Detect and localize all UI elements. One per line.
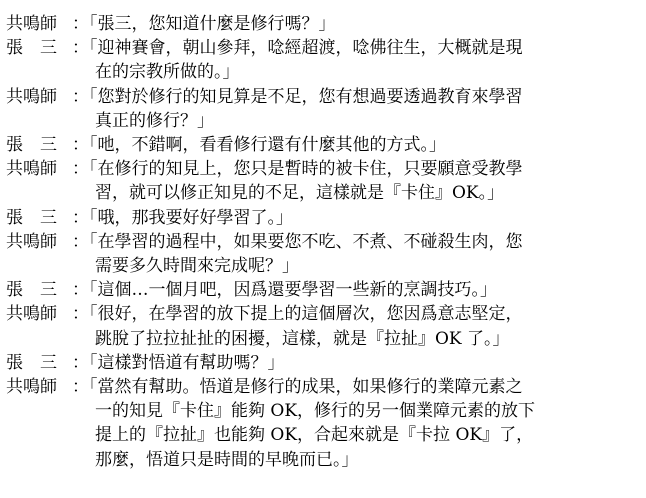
speaker-name: 張 三 [6,135,57,156]
speaker-name: 張 三 [6,207,57,228]
speech-block [72,302,640,350]
dialogue-entry [6,206,640,230]
speech-block [72,85,640,133]
speech-line: ：「張三，您知道什麼是修行嗎？」 [72,14,336,34]
speech-line: ：「這個…一個月吧，因爲還要學習一些新的烹調技巧。」 [72,280,497,301]
speech-line: 習，就可以修正知見的不足，這樣就是『卡住』OK。」 [95,183,505,204]
speaker-name: 共鳴師 [6,231,57,252]
speaker-name: 共鳴師 [6,304,57,325]
dialogue-entry [6,36,640,84]
dialogue-entry [6,157,640,205]
speaker-name: 張 三 [6,352,57,373]
speech-line: 一的知見『卡住』能夠 OK，修行的另一個業障元素的放下 [95,401,536,422]
speech-line: ：「在學習的過程中，如果要您不吃、不煮、不碰殺生肉，您 [72,231,523,252]
dialogue-entry [6,133,640,157]
speech-line: 那麼，悟道只是時間的早晚而已。」 [95,449,359,470]
speech-line: ：「在修行的知見上，您只是暫時的被卡住，只要願意受教學 [72,159,523,180]
speech-block [72,133,640,157]
speech-line: 真正的修行？」 [95,110,214,131]
speaker-name: 張 三 [6,280,57,301]
dialogue-entry [6,85,640,133]
speech-line: 提上的『拉扯』也能夠 OK，合起來就是『卡拉 OK』了， [95,425,534,446]
dialogue-entry [6,278,640,302]
speaker-name: 共鳴師 [6,86,57,107]
speech-block [72,351,640,375]
dialogue-entry [6,230,640,278]
speech-line: ：「當然有幫助。悟道是修行的成果，如果修行的業障元素之 [72,377,523,398]
speech-line: ：「吔，不錯啊，看看修行還有什麼其他的方式。」 [72,135,446,156]
speech-line: 在的宗教所做的。」 [95,62,240,83]
speech-line: ：「這樣對悟道有幫助嗎？」 [72,352,285,373]
speech-block [72,278,640,302]
speaker-name: 共鳴師 [6,159,57,180]
speech-block [72,12,640,36]
speaker-name: 張 三 [6,38,57,59]
speaker-name: 共鳴師 [6,14,57,34]
speech-line: ：「哦，那我要好好學習了。」 [72,207,293,228]
dialogue-entry [6,351,640,375]
dialogue-entry [6,12,640,36]
speaker-name: 共鳴師 [6,377,57,398]
speech-line: 需要多久時間來完成呢？」 [95,256,299,277]
speech-line: 跳脫了拉拉扯扯的困擾，這樣，就是『拉扯』OK 了。」 [95,328,510,349]
speech-block [72,157,640,205]
speech-block [72,375,640,472]
speech-line: ：「您對於修行的知見算是不足，您有想過要透過教育來學習 [72,86,523,107]
speech-line: ：「迎神賽會，朝山參拜，唸經超渡，唸佛往生，大概就是現 [72,38,523,59]
speech-line: ：「很好，在學習的放下提上的這個層次，您因爲意志堅定， [72,304,523,325]
dialogue-document [6,12,640,472]
speech-block [72,230,640,278]
dialogue-entry [6,302,640,350]
dialogue-entry [6,375,640,472]
speech-block [72,206,640,230]
speech-block [72,36,640,84]
